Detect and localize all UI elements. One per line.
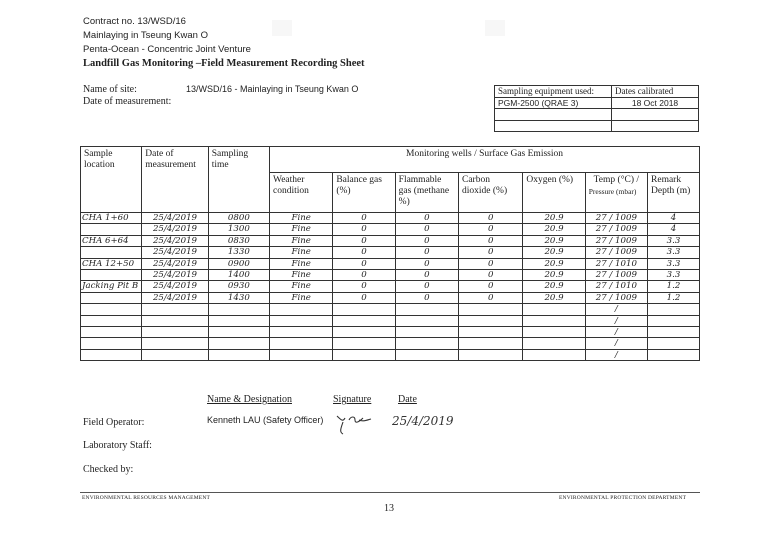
header-depth: Depth (m) bbox=[651, 186, 691, 196]
cell-depth bbox=[648, 349, 700, 360]
cell-oxygen: 20.9 bbox=[523, 224, 585, 235]
cell-carbon-dioxide bbox=[459, 326, 523, 337]
table-row bbox=[81, 304, 700, 315]
cell-temp-pressure: 27 / 1009 bbox=[585, 213, 647, 224]
cell-sample-location bbox=[81, 292, 142, 303]
cell-sample-location bbox=[81, 269, 142, 280]
cell-carbon-dioxide: 0 bbox=[459, 269, 523, 280]
header-measurement-date: Date of measurement bbox=[142, 147, 208, 213]
cell-measurement-date bbox=[142, 304, 208, 315]
signature-mark bbox=[335, 410, 375, 438]
calibration-header: Dates calibrated bbox=[612, 86, 699, 98]
cell-carbon-dioxide: 0 bbox=[459, 235, 523, 246]
cell-oxygen: 20.9 bbox=[523, 292, 585, 303]
cell-carbon-dioxide: 0 bbox=[459, 213, 523, 224]
equipment-name bbox=[495, 109, 612, 121]
cell-oxygen: 20.9 bbox=[523, 235, 585, 246]
cell-carbon-dioxide: 0 bbox=[459, 247, 523, 258]
header-carbon-dioxide: Carbon dioxide (%) bbox=[459, 173, 523, 213]
cell-weather-condition bbox=[270, 315, 333, 326]
equipment-name bbox=[495, 120, 612, 132]
footer-right: ENVIRONMENTAL PROTECTION DEPARTMENT bbox=[559, 495, 687, 501]
cell-oxygen bbox=[523, 338, 585, 349]
cell-measurement-date: 25/4/2019 bbox=[142, 292, 208, 303]
cell-temp-pressure: 27 / 1009 bbox=[585, 247, 647, 258]
cell-temp-pressure: 27 / 1009 bbox=[585, 235, 647, 246]
cell-balance-gas bbox=[333, 349, 395, 360]
cell-temp-pressure: 27 / 1009 bbox=[585, 292, 647, 303]
cell-depth bbox=[648, 304, 700, 315]
header-oxygen: Oxygen (%) bbox=[523, 173, 585, 213]
cell-measurement-date: 25/4/2019 bbox=[142, 224, 208, 235]
cell-weather-condition: Fine bbox=[270, 292, 333, 303]
cell-depth: 3.3 bbox=[648, 258, 700, 269]
cell-carbon-dioxide bbox=[459, 349, 523, 360]
signoff-name-header: Name & Designation bbox=[207, 394, 292, 405]
cell-oxygen: 20.9 bbox=[523, 281, 585, 292]
cell-sample-location bbox=[81, 304, 142, 315]
header-balance-gas: Balance gas (%) bbox=[333, 173, 395, 213]
cell-depth: 4 bbox=[648, 224, 700, 235]
cell-depth bbox=[648, 315, 700, 326]
table-row bbox=[81, 224, 700, 235]
lab-staff-label: Laboratory Staff: bbox=[83, 440, 152, 451]
cell-temp-pressure: 27 / 1010 bbox=[585, 281, 647, 292]
sheet-title: Landfill Gas Monitoring –Field Measurement Recording Sheet bbox=[83, 58, 365, 69]
scan-artifact bbox=[485, 20, 505, 36]
signoff-date-header: Date bbox=[398, 394, 417, 405]
measurement-table bbox=[80, 146, 700, 361]
checked-by-label: Checked by: bbox=[83, 464, 134, 475]
equipment-header: Sampling equipment used: bbox=[495, 86, 612, 98]
calibration-date: 18 Oct 2018 bbox=[612, 97, 699, 109]
cell-sampling-time bbox=[208, 338, 269, 349]
cell-measurement-date bbox=[142, 326, 208, 337]
cell-oxygen: 20.9 bbox=[523, 258, 585, 269]
header-flammable-gas: Flammable gas (methane %) bbox=[395, 173, 458, 213]
cell-temp-pressure: / bbox=[585, 349, 647, 360]
header-sample-location: Sample location bbox=[81, 147, 142, 213]
cell-flammable-gas bbox=[395, 349, 458, 360]
cell-oxygen: 20.9 bbox=[523, 269, 585, 280]
table-row bbox=[81, 258, 700, 269]
cell-oxygen bbox=[523, 349, 585, 360]
cell-balance-gas: 0 bbox=[333, 235, 395, 246]
cell-oxygen bbox=[523, 304, 585, 315]
cell-temp-pressure: 27 / 1009 bbox=[585, 224, 647, 235]
cell-sample-location bbox=[81, 224, 142, 235]
cell-temp-pressure: 27 / 1010 bbox=[585, 258, 647, 269]
cell-sample-location: CHA 1+60 bbox=[81, 213, 142, 224]
cell-sampling-time bbox=[208, 326, 269, 337]
cell-flammable-gas: 0 bbox=[395, 224, 458, 235]
table-row bbox=[81, 281, 700, 292]
calibration-date bbox=[612, 109, 699, 121]
cell-sampling-time: 0900 bbox=[208, 258, 269, 269]
cell-weather-condition bbox=[270, 349, 333, 360]
cell-flammable-gas: 0 bbox=[395, 258, 458, 269]
header-weather: Weather condition bbox=[270, 173, 333, 213]
cell-carbon-dioxide bbox=[459, 338, 523, 349]
cell-flammable-gas bbox=[395, 338, 458, 349]
cell-sample-location bbox=[81, 247, 142, 258]
cell-weather-condition bbox=[270, 338, 333, 349]
header-sampling-time: Sampling time bbox=[208, 147, 269, 213]
cell-flammable-gas bbox=[395, 326, 458, 337]
cell-measurement-date: 25/4/2019 bbox=[142, 281, 208, 292]
cell-weather-condition: Fine bbox=[270, 235, 333, 246]
footer-left: ENVIRONMENTAL RESOURCES MANAGEMENT bbox=[82, 495, 211, 501]
header-monitoring-group: Monitoring wells / Surface Gas Emission bbox=[270, 147, 700, 173]
cell-weather-condition: Fine bbox=[270, 213, 333, 224]
cell-oxygen bbox=[523, 315, 585, 326]
cell-carbon-dioxide: 0 bbox=[459, 224, 523, 235]
cell-balance-gas bbox=[333, 304, 395, 315]
cell-balance-gas: 0 bbox=[333, 247, 395, 258]
cell-weather-condition: Fine bbox=[270, 224, 333, 235]
cell-depth: 3.3 bbox=[648, 235, 700, 246]
scan-artifact bbox=[272, 20, 292, 36]
table-row bbox=[81, 213, 700, 224]
cell-temp-pressure: 27 / 1009 bbox=[585, 269, 647, 280]
cell-sample-location: CHA 6+64 bbox=[81, 235, 142, 246]
cell-weather-condition: Fine bbox=[270, 258, 333, 269]
cell-temp-pressure: / bbox=[585, 304, 647, 315]
cell-sample-location: Jacking Pit B bbox=[81, 281, 142, 292]
table-row bbox=[81, 338, 700, 349]
cell-sampling-time bbox=[208, 349, 269, 360]
cell-balance-gas: 0 bbox=[333, 213, 395, 224]
cell-sample-location bbox=[81, 338, 142, 349]
cell-flammable-gas: 0 bbox=[395, 235, 458, 246]
cell-carbon-dioxide: 0 bbox=[459, 292, 523, 303]
cell-carbon-dioxide bbox=[459, 315, 523, 326]
cell-weather-condition: Fine bbox=[270, 247, 333, 258]
table-row bbox=[81, 235, 700, 246]
field-operator-date: 25/4/2019 bbox=[392, 414, 454, 428]
contract-number: Contract no. 13/WSD/16 bbox=[83, 16, 186, 27]
table-row bbox=[81, 247, 700, 258]
site-name-label: Name of site: bbox=[83, 84, 137, 95]
cell-carbon-dioxide bbox=[459, 304, 523, 315]
cell-depth: 3.3 bbox=[648, 269, 700, 280]
cell-sampling-time: 0830 bbox=[208, 235, 269, 246]
cell-flammable-gas: 0 bbox=[395, 292, 458, 303]
cell-sample-location bbox=[81, 326, 142, 337]
table-row bbox=[81, 269, 700, 280]
cell-balance-gas: 0 bbox=[333, 292, 395, 303]
measurement-date-label: Date of measurement: bbox=[83, 96, 172, 107]
header-temp: Temp (°C) / bbox=[593, 175, 640, 185]
cell-measurement-date bbox=[142, 338, 208, 349]
cell-balance-gas: 0 bbox=[333, 258, 395, 269]
cell-balance-gas bbox=[333, 326, 395, 337]
cell-balance-gas: 0 bbox=[333, 224, 395, 235]
cell-sample-location bbox=[81, 315, 142, 326]
equipment-name: PGM-2500 (QRAE 3) bbox=[495, 97, 612, 109]
cell-sampling-time: 1300 bbox=[208, 224, 269, 235]
calibration-date bbox=[612, 120, 699, 132]
cell-oxygen: 20.9 bbox=[523, 213, 585, 224]
project-name: Mainlaying in Tseung Kwan O bbox=[83, 30, 208, 41]
table-row bbox=[81, 292, 700, 303]
cell-balance-gas bbox=[333, 315, 395, 326]
cell-sampling-time: 1430 bbox=[208, 292, 269, 303]
cell-weather-condition: Fine bbox=[270, 269, 333, 280]
footer-rule bbox=[80, 492, 700, 493]
cell-sampling-time bbox=[208, 304, 269, 315]
equipment-table bbox=[494, 85, 699, 132]
cell-measurement-date: 25/4/2019 bbox=[142, 269, 208, 280]
cell-sample-location bbox=[81, 349, 142, 360]
cell-temp-pressure: / bbox=[585, 326, 647, 337]
cell-sampling-time: 0930 bbox=[208, 281, 269, 292]
cell-sampling-time bbox=[208, 315, 269, 326]
table-row bbox=[81, 349, 700, 360]
cell-temp-pressure: / bbox=[585, 338, 647, 349]
cell-sampling-time: 1400 bbox=[208, 269, 269, 280]
table-row bbox=[81, 326, 700, 337]
page-number: 13 bbox=[384, 503, 394, 514]
cell-depth bbox=[648, 338, 700, 349]
cell-flammable-gas: 0 bbox=[395, 281, 458, 292]
signoff-signature-header: Signature bbox=[333, 394, 372, 405]
cell-measurement-date: 25/4/2019 bbox=[142, 235, 208, 246]
field-operator-label: Field Operator: bbox=[83, 417, 145, 428]
cell-balance-gas: 0 bbox=[333, 281, 395, 292]
cell-sample-location: CHA 12+50 bbox=[81, 258, 142, 269]
cell-depth: 4 bbox=[648, 213, 700, 224]
cell-measurement-date: 25/4/2019 bbox=[142, 258, 208, 269]
cell-temp-pressure: / bbox=[585, 315, 647, 326]
cell-carbon-dioxide: 0 bbox=[459, 258, 523, 269]
cell-flammable-gas: 0 bbox=[395, 269, 458, 280]
table-row bbox=[81, 315, 700, 326]
field-operator-name: Kenneth LAU (Safety Officer) bbox=[207, 415, 324, 425]
header-pressure: Pressure (mbar) bbox=[588, 187, 637, 196]
header-remark-depth bbox=[648, 173, 700, 213]
cell-depth: 1.2 bbox=[648, 292, 700, 303]
cell-oxygen: 20.9 bbox=[523, 247, 585, 258]
cell-sampling-time: 0800 bbox=[208, 213, 269, 224]
header-temp-pressure bbox=[585, 173, 647, 213]
cell-flammable-gas: 0 bbox=[395, 247, 458, 258]
contractor-name: Penta-Ocean - Concentric Joint Venture bbox=[83, 44, 251, 55]
cell-weather-condition bbox=[270, 326, 333, 337]
cell-depth: 1.2 bbox=[648, 281, 700, 292]
header-remark: Remark bbox=[651, 175, 682, 185]
measurement-rows bbox=[81, 213, 700, 361]
cell-carbon-dioxide: 0 bbox=[459, 281, 523, 292]
cell-measurement-date bbox=[142, 315, 208, 326]
site-name-value: 13/WSD/16 - Mainlaying in Tseung Kwan O bbox=[186, 84, 359, 94]
cell-balance-gas: 0 bbox=[333, 269, 395, 280]
cell-weather-condition bbox=[270, 304, 333, 315]
cell-measurement-date bbox=[142, 349, 208, 360]
cell-depth: 3.3 bbox=[648, 247, 700, 258]
cell-measurement-date: 25/4/2019 bbox=[142, 213, 208, 224]
cell-flammable-gas bbox=[395, 304, 458, 315]
cell-sampling-time: 1330 bbox=[208, 247, 269, 258]
cell-measurement-date: 25/4/2019 bbox=[142, 247, 208, 258]
cell-weather-condition: Fine bbox=[270, 281, 333, 292]
cell-flammable-gas: 0 bbox=[395, 213, 458, 224]
cell-flammable-gas bbox=[395, 315, 458, 326]
cell-balance-gas bbox=[333, 338, 395, 349]
cell-depth bbox=[648, 326, 700, 337]
cell-oxygen bbox=[523, 326, 585, 337]
